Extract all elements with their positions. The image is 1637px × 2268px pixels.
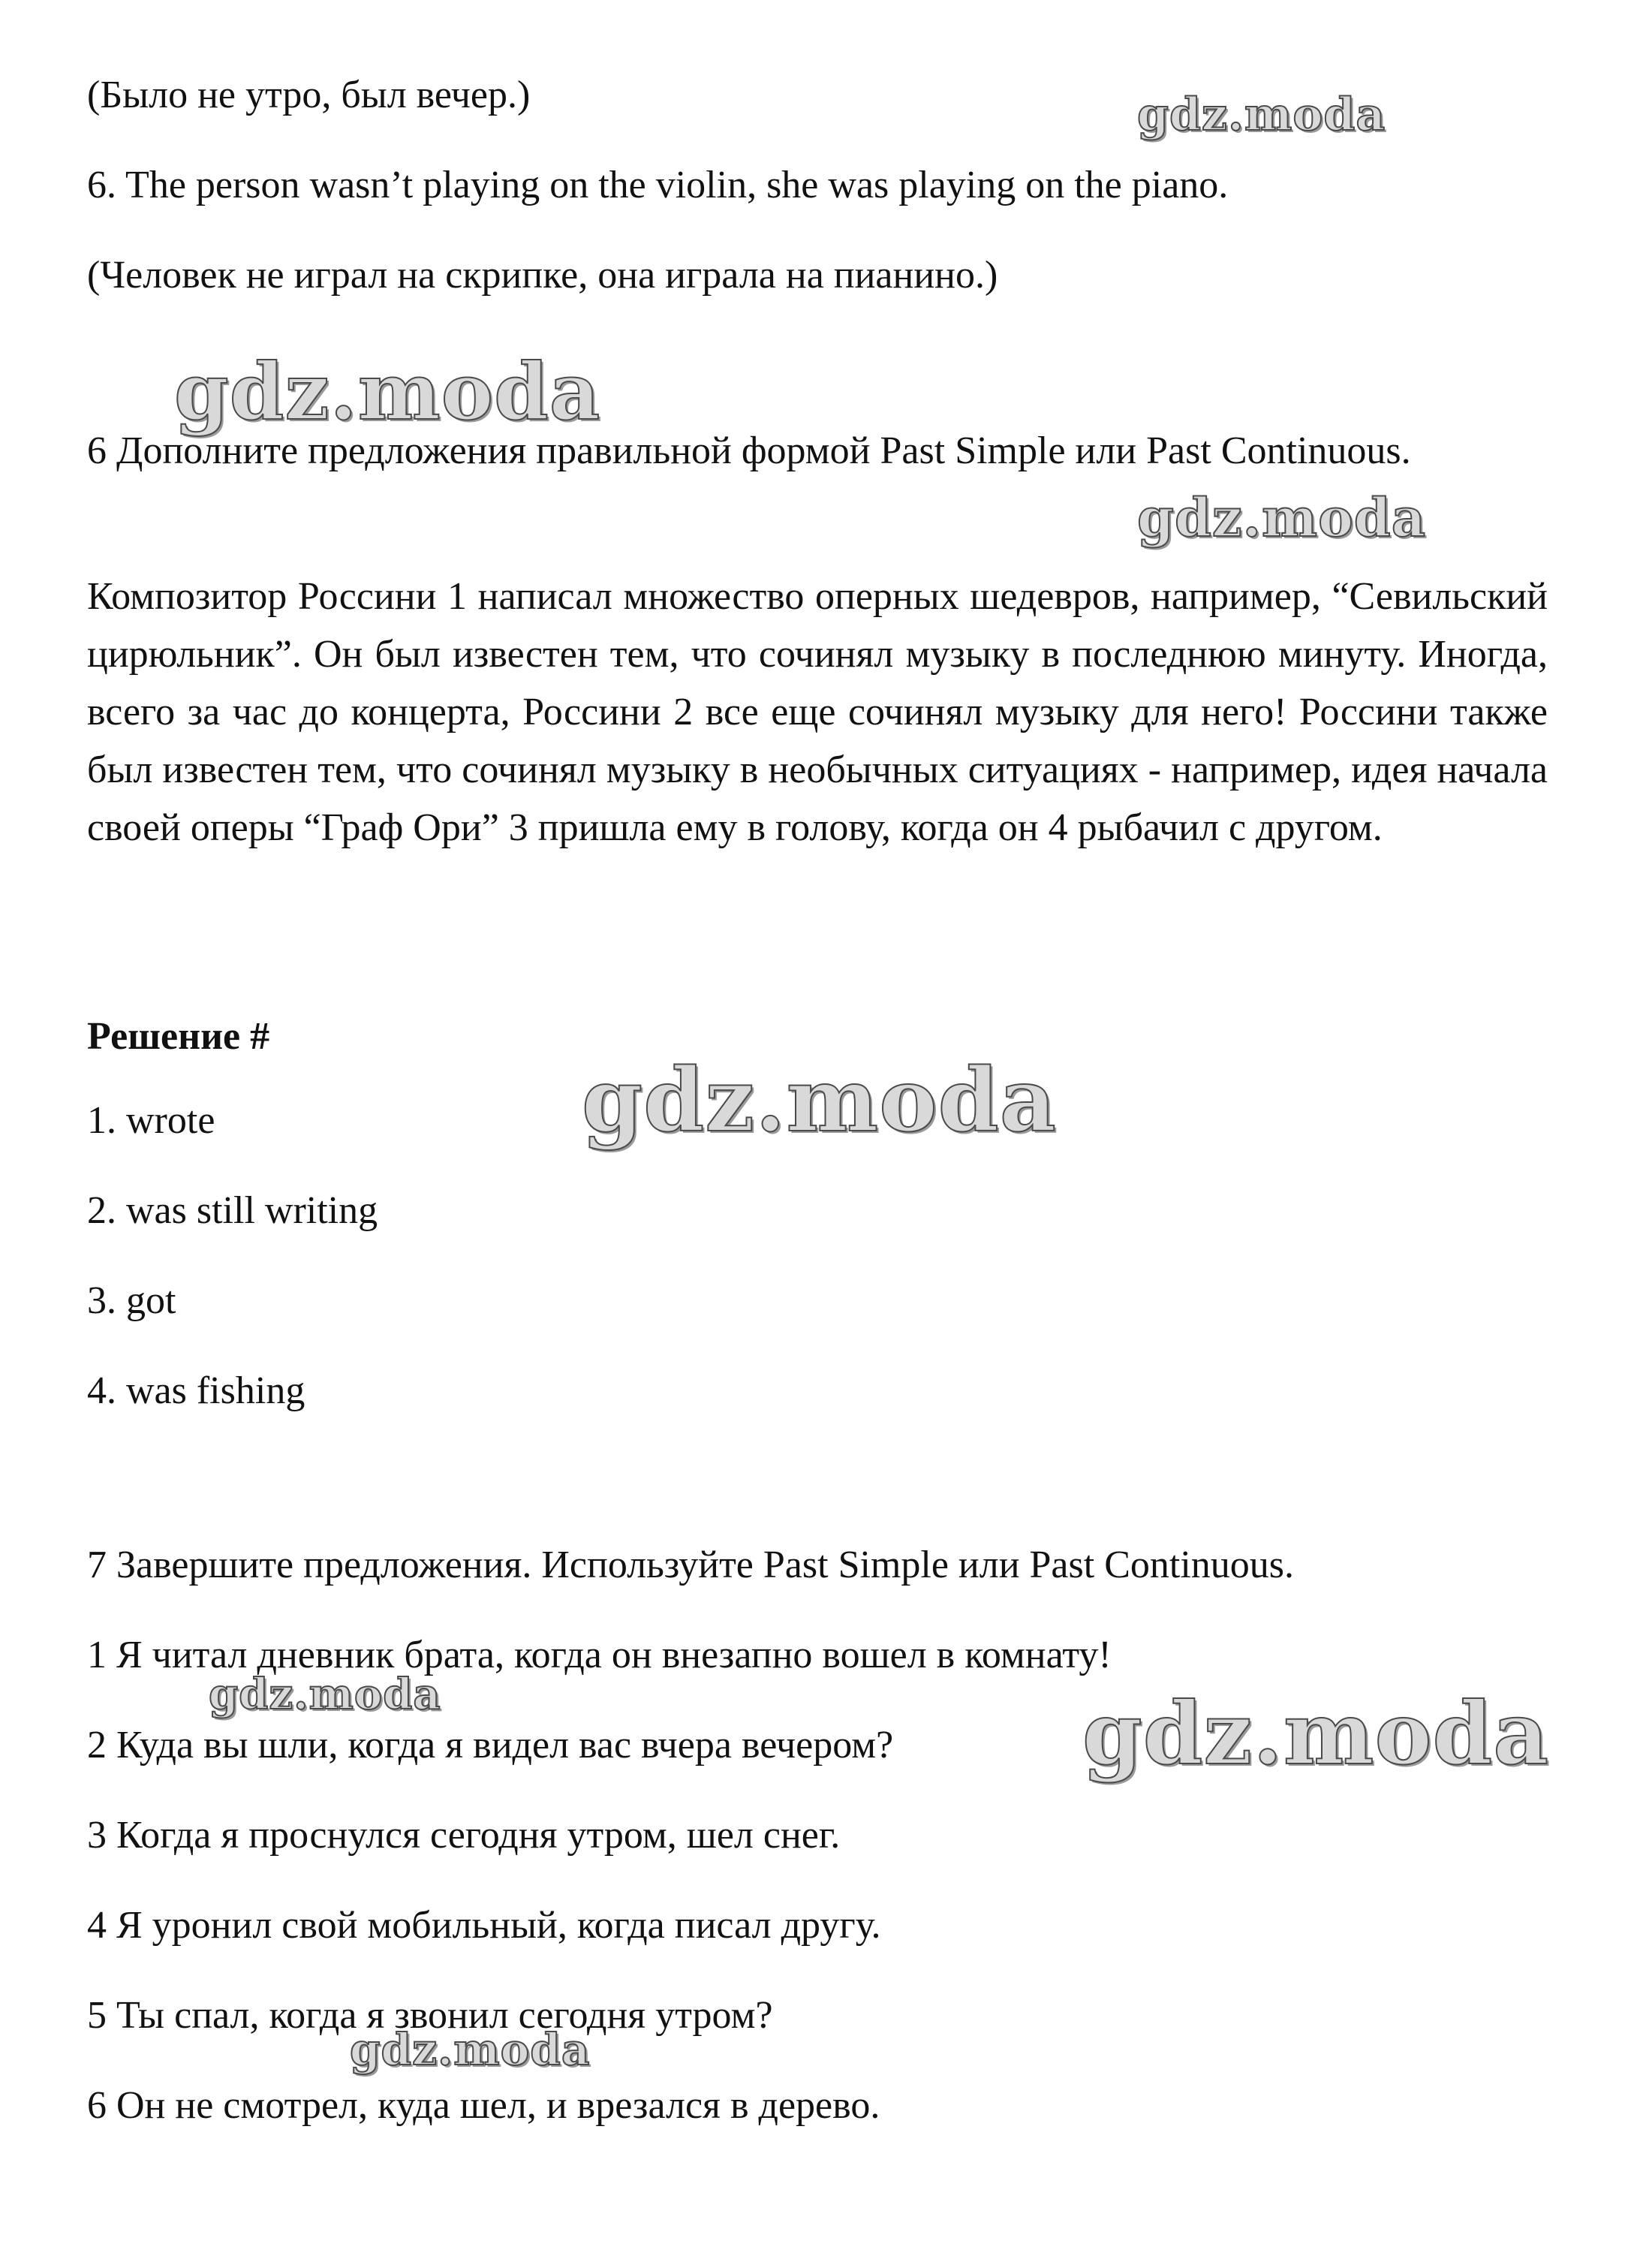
task7-instruction: 7 Завершите предложения. Используйте Past Simple или Past Continuous.	[87, 1544, 1295, 1586]
intro-line-1: (Было не утро, был вечер.)	[87, 74, 531, 116]
watermark: gdz.moda	[582, 1050, 1057, 1152]
watermark: gdz.moda	[209, 1670, 441, 1719]
watermark: gdz.moda	[174, 345, 601, 438]
task6-text: Композитор Россини 1 написал множество оперных шедевров, например, “Севильский цирюльник”. Он был известен тем, что сочинял музыку в последнюю минуту. Иногда, всего за час до концерта, Россини 2 все еще сочинял музыку для него! Россини также был известен тем, что сочинял музыку в необычных ситуациях - например, идея начала своей оперы “Граф Ори” 3 пришла ему в голову, когда он 4 рыбачил с другом.	[87, 575, 1548, 849]
solution-heading: Решение #	[87, 1015, 270, 1058]
watermark: gdz.moda	[1082, 1683, 1550, 1784]
watermark: gdz.moda	[350, 2024, 591, 2075]
answer-2: 2. was still writing	[87, 1189, 378, 1232]
task7-sentence-3: 3 Когда я проснулся сегодня утром, шел снег.	[87, 1814, 841, 1857]
task7-sentence-5: 5 Ты спал, когда я звонил сегодня утром?	[87, 1994, 773, 2037]
answer-4: 4. was fishing	[87, 1369, 305, 1412]
task7-sentence-1: 1 Я читал дневник брата, когда он внезапно вошел в комнату!	[87, 1634, 1112, 1676]
watermark: gdz.moda	[1137, 89, 1386, 141]
watermark: gdz.moda	[1137, 486, 1427, 549]
intro-line-2: 6. The person wasn’t playing on the violin, she was playing on the piano.	[87, 164, 1229, 206]
task7-sentence-6: 6 Он не смотрел, куда шел, и врезался в дерево.	[87, 2084, 880, 2127]
answer-3: 3. got	[87, 1279, 176, 1322]
task7-sentence-2: 2 Куда вы шли, когда я видел вас вчера вечером?	[87, 1724, 894, 1767]
task6-instruction: 6 Дополните предложения правильной формой Past Simple или Past Continuous.	[87, 429, 1411, 472]
task7-sentence-4: 4 Я уронил свой мобильный, когда писал другу.	[87, 1904, 881, 1947]
answer-1: 1. wrote	[87, 1099, 215, 1142]
intro-line-3: (Человек не играл на скрипке, она играла на пианино.)	[87, 254, 998, 297]
